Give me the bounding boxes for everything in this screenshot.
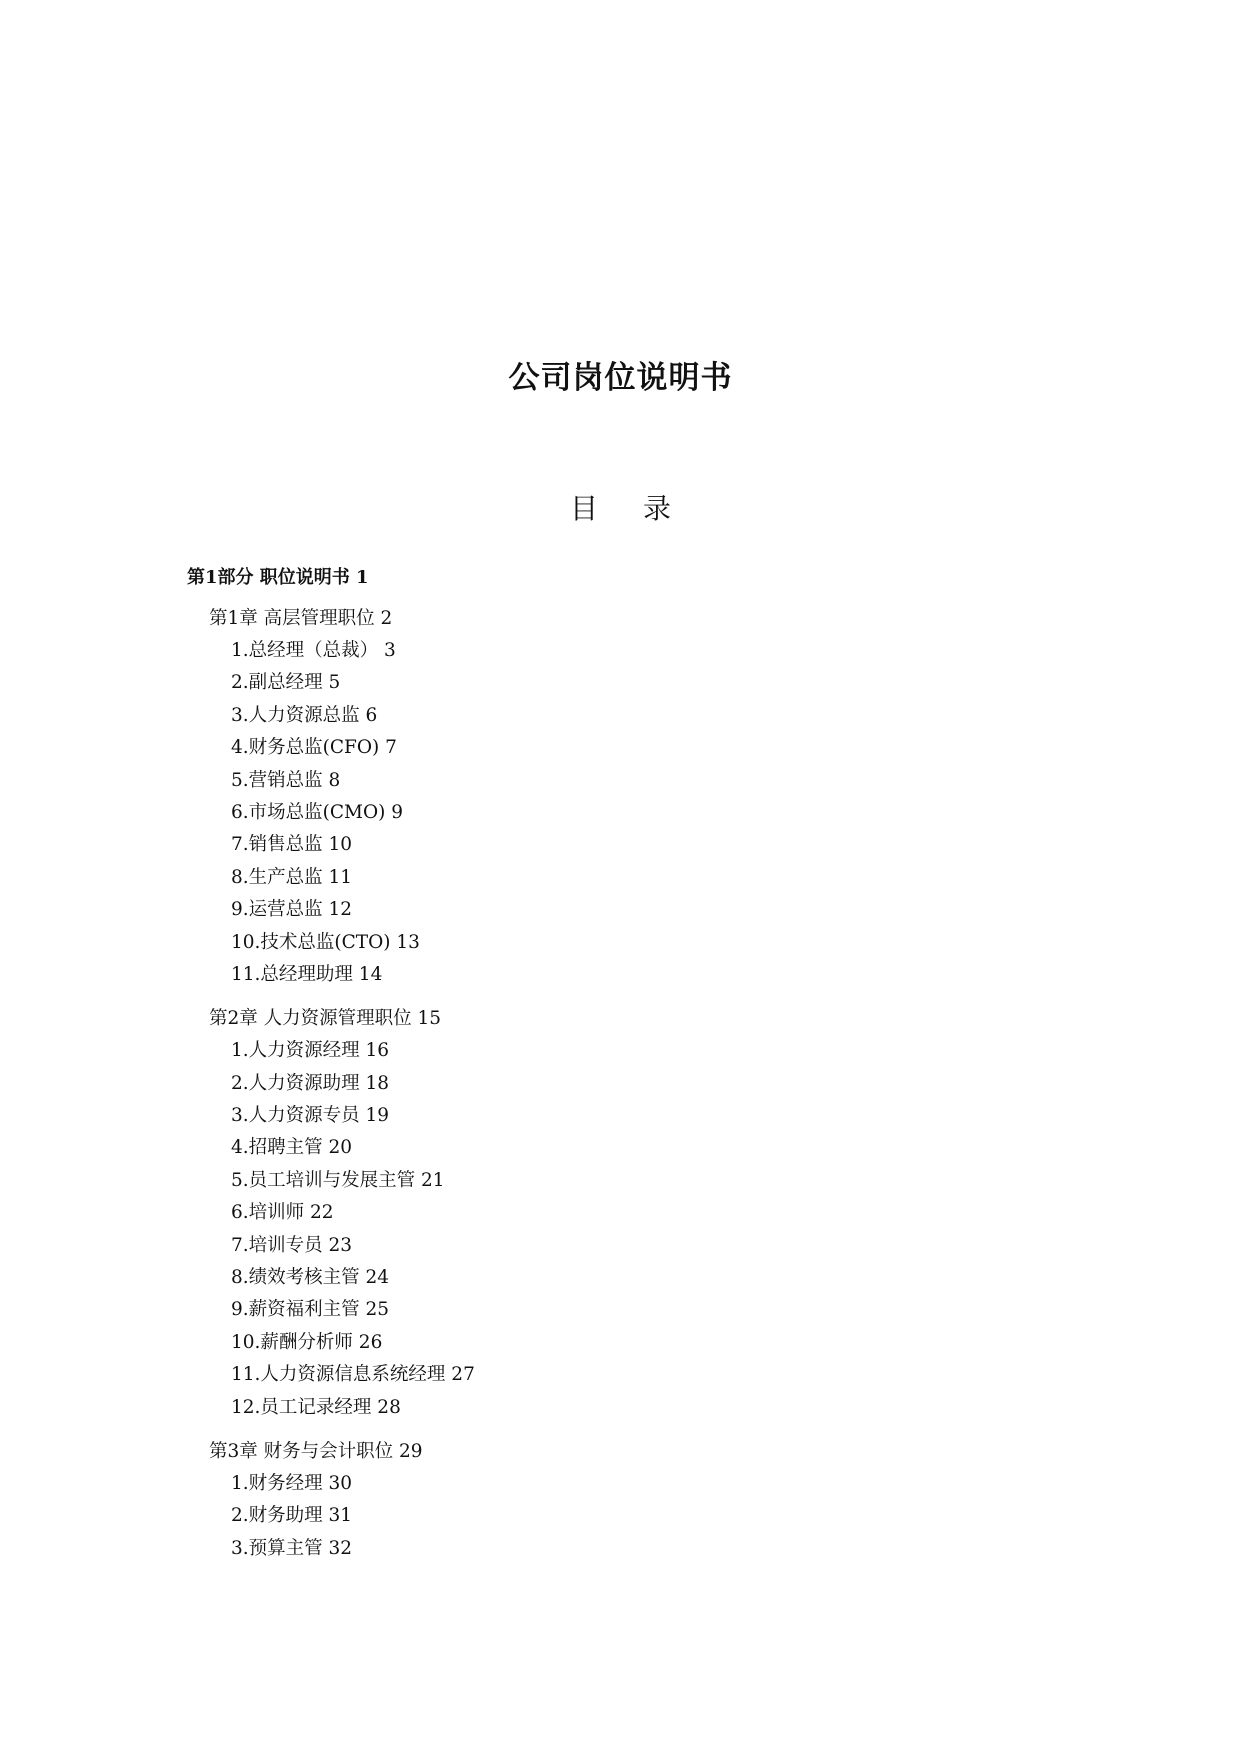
toc-item[interactable]: 2.财务助理 31 xyxy=(231,1505,353,1527)
toc-item[interactable]: 11.人力资源信息系统经理 27 xyxy=(231,1364,475,1386)
toc-item[interactable]: 9.薪资福利主管 25 xyxy=(231,1299,390,1321)
toc-item[interactable]: 4.招聘主管 20 xyxy=(231,1137,353,1159)
toc-item[interactable]: 11.总经理助理 14 xyxy=(231,963,383,985)
toc-item[interactable]: 9.运营总监 12 xyxy=(231,899,353,921)
toc-item[interactable]: 3.人力资源总监 6 xyxy=(231,704,378,726)
toc-item[interactable]: 5.员工培训与发展主管 21 xyxy=(231,1169,445,1191)
toc-item[interactable]: 1.人力资源经理 16 xyxy=(231,1040,390,1062)
toc-chapter-3[interactable]: 第3章 财务与会计职位 29 xyxy=(209,1440,423,1462)
toc-item[interactable]: 7.培训专员 23 xyxy=(231,1234,353,1256)
toc-item[interactable]: 3.预算主管 32 xyxy=(231,1537,353,1559)
toc-chapter-1[interactable]: 第1章 高层管理职位 2 xyxy=(209,608,393,629)
toc-item[interactable]: 10.薪酬分析师 26 xyxy=(231,1331,383,1353)
toc-item[interactable]: 8.生产总监 11 xyxy=(231,866,353,888)
toc-item[interactable]: 2.副总经理 5 xyxy=(231,672,341,694)
toc-item[interactable]: 1.总经理（总裁） 3 xyxy=(231,640,396,661)
toc-item[interactable]: 6.市场总监(CMO) 9 xyxy=(231,801,404,823)
toc-chapter-2[interactable]: 第2章 人力资源管理职位 15 xyxy=(209,1008,442,1030)
toc-item[interactable]: 3.人力资源专员 19 xyxy=(231,1105,390,1127)
toc-item[interactable]: 10.技术总监(CTO) 13 xyxy=(231,931,420,953)
toc-item[interactable]: 2.人力资源助理 18 xyxy=(231,1072,390,1094)
toc-item[interactable]: 7.销售总监 10 xyxy=(231,834,353,856)
toc-part-entry[interactable]: 第1部分 职位说明书 1 xyxy=(187,567,369,588)
table-of-contents xyxy=(187,563,1087,1565)
toc-item[interactable]: 4.财务总监(CFO) 7 xyxy=(231,737,397,759)
toc-item[interactable]: 6.培训师 22 xyxy=(231,1202,334,1224)
toc-heading: 目 录 xyxy=(570,492,689,525)
toc-item[interactable]: 1.财务经理 30 xyxy=(231,1472,353,1494)
document-title: 公司岗位说明书 xyxy=(508,360,733,396)
toc-item[interactable]: 12.员工记录经理 28 xyxy=(231,1396,401,1418)
toc-item[interactable]: 8.绩效考核主管 24 xyxy=(231,1267,390,1289)
toc-item[interactable]: 5.营销总监 8 xyxy=(231,769,341,791)
